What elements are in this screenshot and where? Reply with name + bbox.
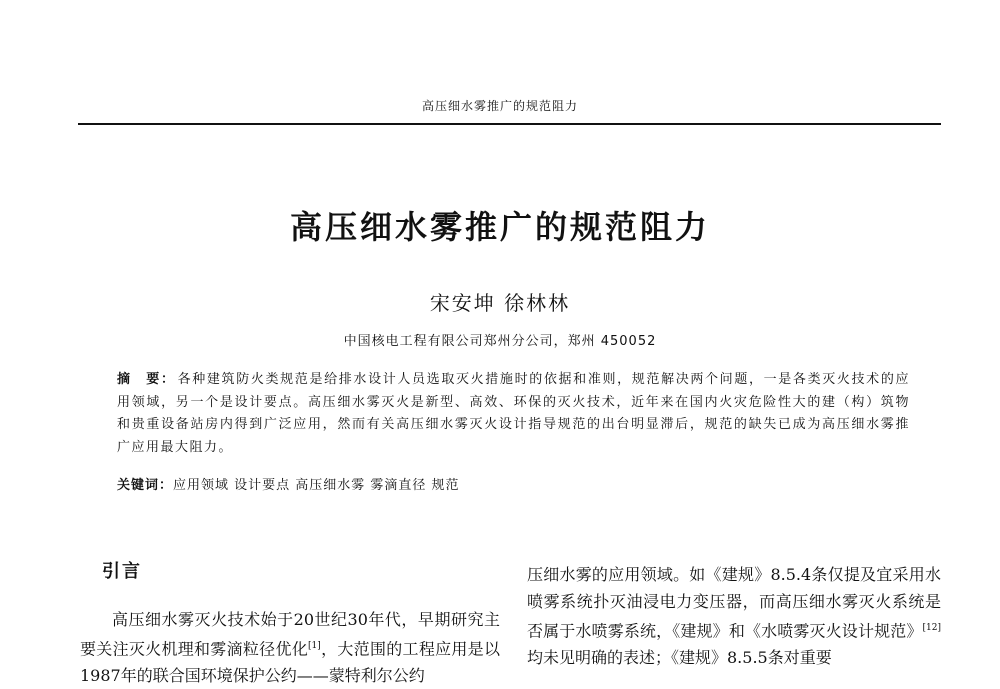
intro-text-2: ，大范围的工程应用是以1987年的联合国环境保护公约——蒙特利尔公约 (80, 639, 500, 686)
abstract (117, 369, 910, 459)
header-rule (78, 123, 941, 125)
abstract-text: 各种建筑防火类规范是给排水设计人员选取灭火措施时的依据和准则，规范解决两个问题，一是各类灭火技术的应用领域，另一个是设计要点。高压细水雾灭火是新型、高效、环保的灭火技术，近年来在国内火灾危险性大的建（构）筑物和贵重设备站房内得到广泛应用，然而有关高压细水雾灭火设计指导规范的出台明显滞后，规范的缺失已成为高压细水雾推广应用最大阻力。 (117, 372, 910, 455)
left-column (80, 560, 500, 689)
intro-paragraph (80, 606, 500, 689)
intro-text-1: 高压细水雾灭火技术始于20世纪30年代，早期研究主要关注灭火机理和雾滴粒径优化 (80, 610, 500, 659)
section-heading-intro: 引言 (102, 561, 142, 582)
reference-1: [1] (308, 641, 321, 651)
affiliation: 中国核电工程有限公司郑州分公司，郑州 450052 (343, 334, 657, 349)
keywords-text: 应用领域 设计要点 高压细水雾 雾滴直径 规范 (173, 478, 460, 493)
keywords (117, 474, 910, 493)
right-text-2: 均未见明确的表述；《建规》8.5.5条对重要 (527, 648, 832, 668)
keywords-label: 关键词： (117, 478, 174, 493)
running-header: 高压细水雾推广的规范阻力 (421, 99, 578, 113)
authors: 宋安坤 徐林林 (429, 291, 571, 315)
right-paragraph (527, 561, 941, 671)
abstract-label: 摘 要： (117, 372, 176, 387)
paper-title: 高压细水雾推广的规范阻力 (289, 208, 710, 246)
right-column (527, 561, 941, 671)
right-text-1: 压细水雾的应用领域。如《建规》8.5.4条仅提及宜采用水喷雾系统扑灭油浸电力变压器，而高压细水雾灭火系统是否属于水喷雾系统，《建规》和《水喷雾灭火设计规范》 (527, 565, 941, 641)
reference-12: [12] (922, 623, 941, 633)
